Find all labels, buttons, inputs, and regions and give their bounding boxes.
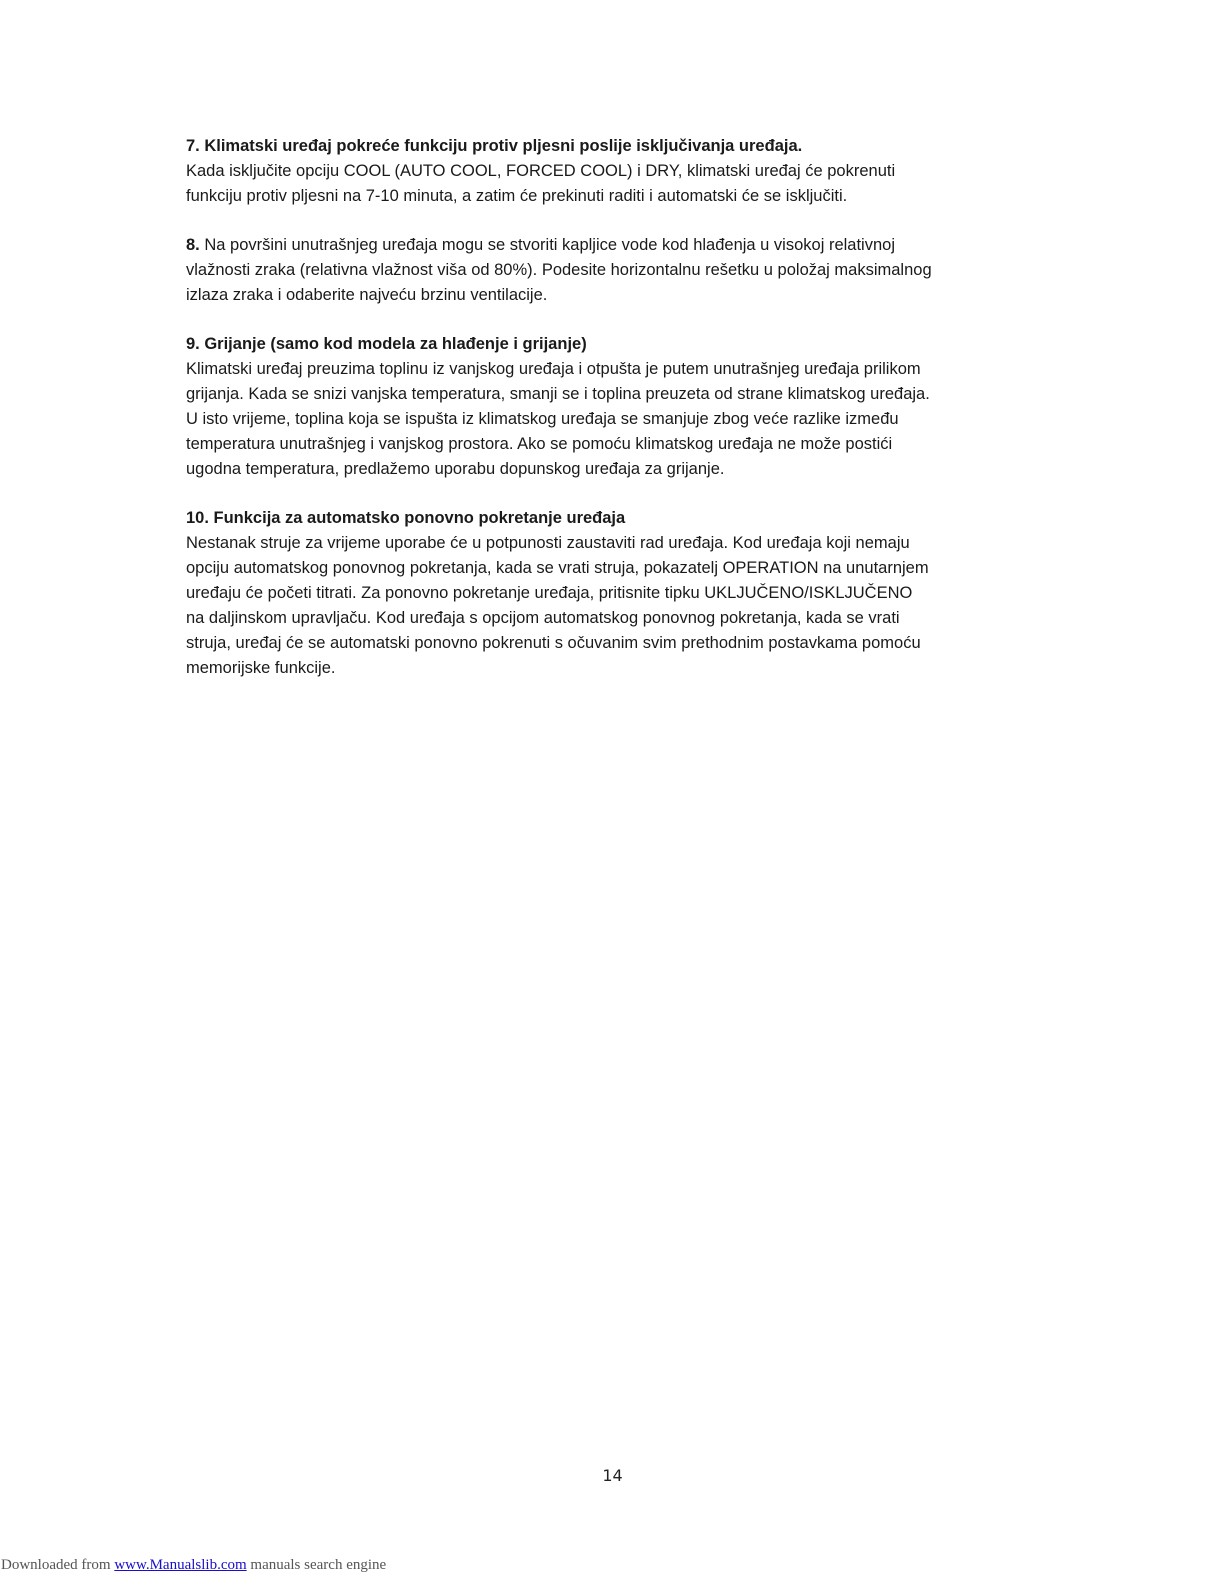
paragraph-line: Nestanak struje za vrijeme uporabe će u potpunosti zaustaviti rad uređaja. Kod uređaja koji nemaju xyxy=(186,534,910,552)
paragraph-line: opciju automatskog ponovnog pokretanja, kada se vrati struja, pokazatelj OPERATION na unutarnjem xyxy=(186,559,929,577)
document-body xyxy=(186,134,1046,705)
section-9 xyxy=(186,332,1046,482)
paragraph-line: izlaza zraka i odaberite najveću brzinu ventilacije. xyxy=(186,286,548,304)
section-10 xyxy=(186,506,1046,681)
footer-suffix: manuals search engine xyxy=(246,1557,387,1573)
paragraph-line: funkciju protiv pljesni na 7-10 minuta, a zatim će prekinuti raditi i automatski će se isključiti. xyxy=(186,187,848,205)
paragraph-line: grijanja. Kada se snizi vanjska temperatura, smanji se i toplina preuzeta od strane klimatskog uređaja. xyxy=(186,385,930,403)
download-footer xyxy=(1,1557,386,1574)
paragraph-line: na daljinskom upravljaču. Kod uređaja s opcijom automatskog ponovnog pokretanja, kada se vrati xyxy=(186,609,900,627)
section-number: 8. xyxy=(186,236,200,254)
paragraph-line: uređaju će početi titrati. Za ponovno pokretanje uređaja, pritisnite tipku UKLJUČENO/ISKLJUČENO xyxy=(186,584,913,602)
manualslib-link[interactable]: www.Manualslib.com xyxy=(114,1557,247,1573)
paragraph-first-line xyxy=(186,233,1046,258)
paragraph-line: temperatura unutrašnjeg i vanjskog prostora. Ako se pomoću klimatskog uređaja ne može postići xyxy=(186,435,893,453)
section-7 xyxy=(186,134,1046,209)
paragraph-text: Na površini unutrašnjeg uređaja mogu se stvoriti kapljice vode kod hlađenja u visokoj relativnoj xyxy=(199,236,895,254)
paragraph-line: U isto vrijeme, toplina koja se ispušta iz klimatskog uređaja se smanjuje zbog veće razlike između xyxy=(186,410,899,428)
paragraph-line: memorijske funkcije. xyxy=(186,659,336,677)
paragraph-line: ugodna temperatura, predlažemo uporabu dopunskog uređaja za grijanje. xyxy=(186,460,725,478)
footer-prefix: Downloaded from xyxy=(1,1557,115,1573)
paragraph-line: vlažnosti zraka (relativna vlažnost viša od 80%). Podesite horizontalnu rešetku u položaj maksimalnog xyxy=(186,261,932,279)
paragraph-line: struja, uređaj će se automatski ponovno pokrenuti s očuvanim svim prethodnim postavkama pomoću xyxy=(186,634,921,652)
paragraph-line: Kada isključite opciju COOL (AUTO COOL, FORCED COOL) i DRY, klimatski uređaj će pokrenuti xyxy=(186,162,896,180)
section-heading: 7. Klimatski uređaj pokreće funkciju protiv pljesni poslije isključivanja uređaja. xyxy=(186,137,803,155)
section-8 xyxy=(186,233,1046,308)
section-heading: 9. Grijanje (samo kod modela za hlađenje i grijanje) xyxy=(186,335,587,353)
page-number: 14 xyxy=(602,1466,623,1485)
section-heading: 10. Funkcija za automatsko ponovno pokretanje uređaja xyxy=(186,509,626,527)
paragraph-line: Klimatski uređaj preuzima toplinu iz vanjskog uređaja i otpušta je putem unutrašnjeg uređaja prilikom xyxy=(186,360,921,378)
